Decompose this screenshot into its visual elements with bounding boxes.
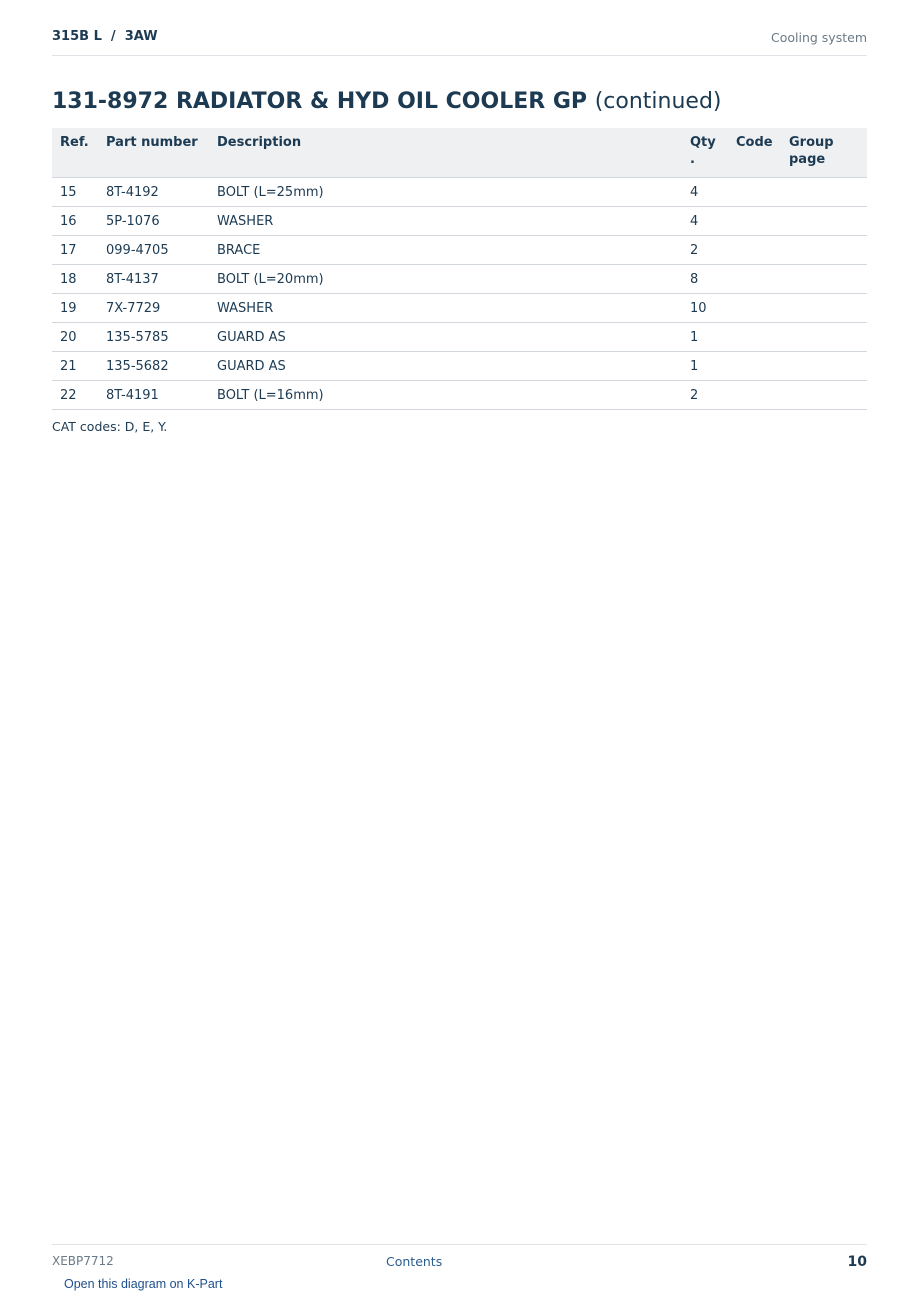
table-row [52, 352, 867, 381]
cell-part-number: 099-4705 [98, 236, 209, 265]
header-code: Code [728, 128, 781, 178]
page-title [52, 89, 722, 114]
header-qty-label: Qty [690, 135, 716, 150]
cell-part-number: 8T-4191 [98, 381, 209, 410]
parts-table [52, 128, 867, 410]
header-description: Description [209, 128, 682, 178]
cell-code [728, 294, 781, 323]
cell-group-page [781, 381, 867, 410]
cell-description: BOLT (L=16mm) [209, 381, 682, 410]
cell-qty: 8 [682, 265, 728, 294]
cell-group-page [781, 352, 867, 381]
cell-code [728, 381, 781, 410]
cell-code [728, 352, 781, 381]
header-part-number: Part number [98, 128, 209, 178]
table-row [52, 265, 867, 294]
table-row [52, 178, 867, 207]
cell-ref: 16 [52, 207, 98, 236]
table-row [52, 323, 867, 352]
title-part-name: 131-8972 RADIATOR & HYD OIL COOLER GP [52, 89, 588, 114]
parts-table-body [52, 178, 867, 410]
cell-qty: 2 [682, 236, 728, 265]
document-code: XEBP7712 [52, 1254, 114, 1268]
cell-group-page [781, 265, 867, 294]
table-header-row [52, 128, 867, 178]
cell-description: BRACE [209, 236, 682, 265]
cell-group-page [781, 207, 867, 236]
page-number: 10 [847, 1254, 867, 1270]
cell-code [728, 207, 781, 236]
cell-part-number: 135-5682 [98, 352, 209, 381]
cell-ref: 17 [52, 236, 98, 265]
table-row [52, 236, 867, 265]
cell-qty: 1 [682, 323, 728, 352]
header-group-page: Group page [781, 128, 867, 178]
page-header [52, 0, 867, 56]
header-qty [682, 128, 728, 178]
cell-group-page [781, 178, 867, 207]
cell-part-number: 135-5785 [98, 323, 209, 352]
cell-code [728, 265, 781, 294]
cell-qty: 4 [682, 178, 728, 207]
cell-group-page [781, 236, 867, 265]
title-continued: (continued) [594, 89, 722, 114]
contents-link[interactable]: Contents [386, 1254, 443, 1269]
cell-qty: 1 [682, 352, 728, 381]
cell-ref: 15 [52, 178, 98, 207]
table-row [52, 294, 867, 323]
cell-code [728, 236, 781, 265]
table-row [52, 207, 867, 236]
cell-description: WASHER [209, 294, 682, 323]
cell-code [728, 178, 781, 207]
cell-part-number: 7X-7729 [98, 294, 209, 323]
cell-description: GUARD AS [209, 323, 682, 352]
cell-description: BOLT (L=25mm) [209, 178, 682, 207]
cell-ref: 21 [52, 352, 98, 381]
cell-part-number: 8T-4192 [98, 178, 209, 207]
cell-ref: 22 [52, 381, 98, 410]
cell-description: WASHER [209, 207, 682, 236]
cell-ref: 19 [52, 294, 98, 323]
cell-part-number: 8T-4137 [98, 265, 209, 294]
cell-group-page [781, 323, 867, 352]
cell-ref: 18 [52, 265, 98, 294]
cat-codes-note: CAT codes: D, E, Y. [52, 419, 168, 434]
header-ref: Ref. [52, 128, 98, 178]
cell-qty: 4 [682, 207, 728, 236]
cell-description: GUARD AS [209, 352, 682, 381]
cell-qty: 10 [682, 294, 728, 323]
cell-part-number: 5P-1076 [98, 207, 209, 236]
machine-model: 315B L / 3AW [52, 29, 158, 44]
cell-description: BOLT (L=20mm) [209, 265, 682, 294]
cell-code [728, 323, 781, 352]
page-footer [52, 1244, 867, 1274]
cell-qty: 2 [682, 381, 728, 410]
header-qty-dot: . [690, 152, 695, 167]
open-kpart-link[interactable]: Open this diagram on K-Part [64, 1277, 223, 1291]
section-name: Cooling system [771, 30, 867, 45]
cell-ref: 20 [52, 323, 98, 352]
cell-group-page [781, 294, 867, 323]
table-row [52, 381, 867, 410]
